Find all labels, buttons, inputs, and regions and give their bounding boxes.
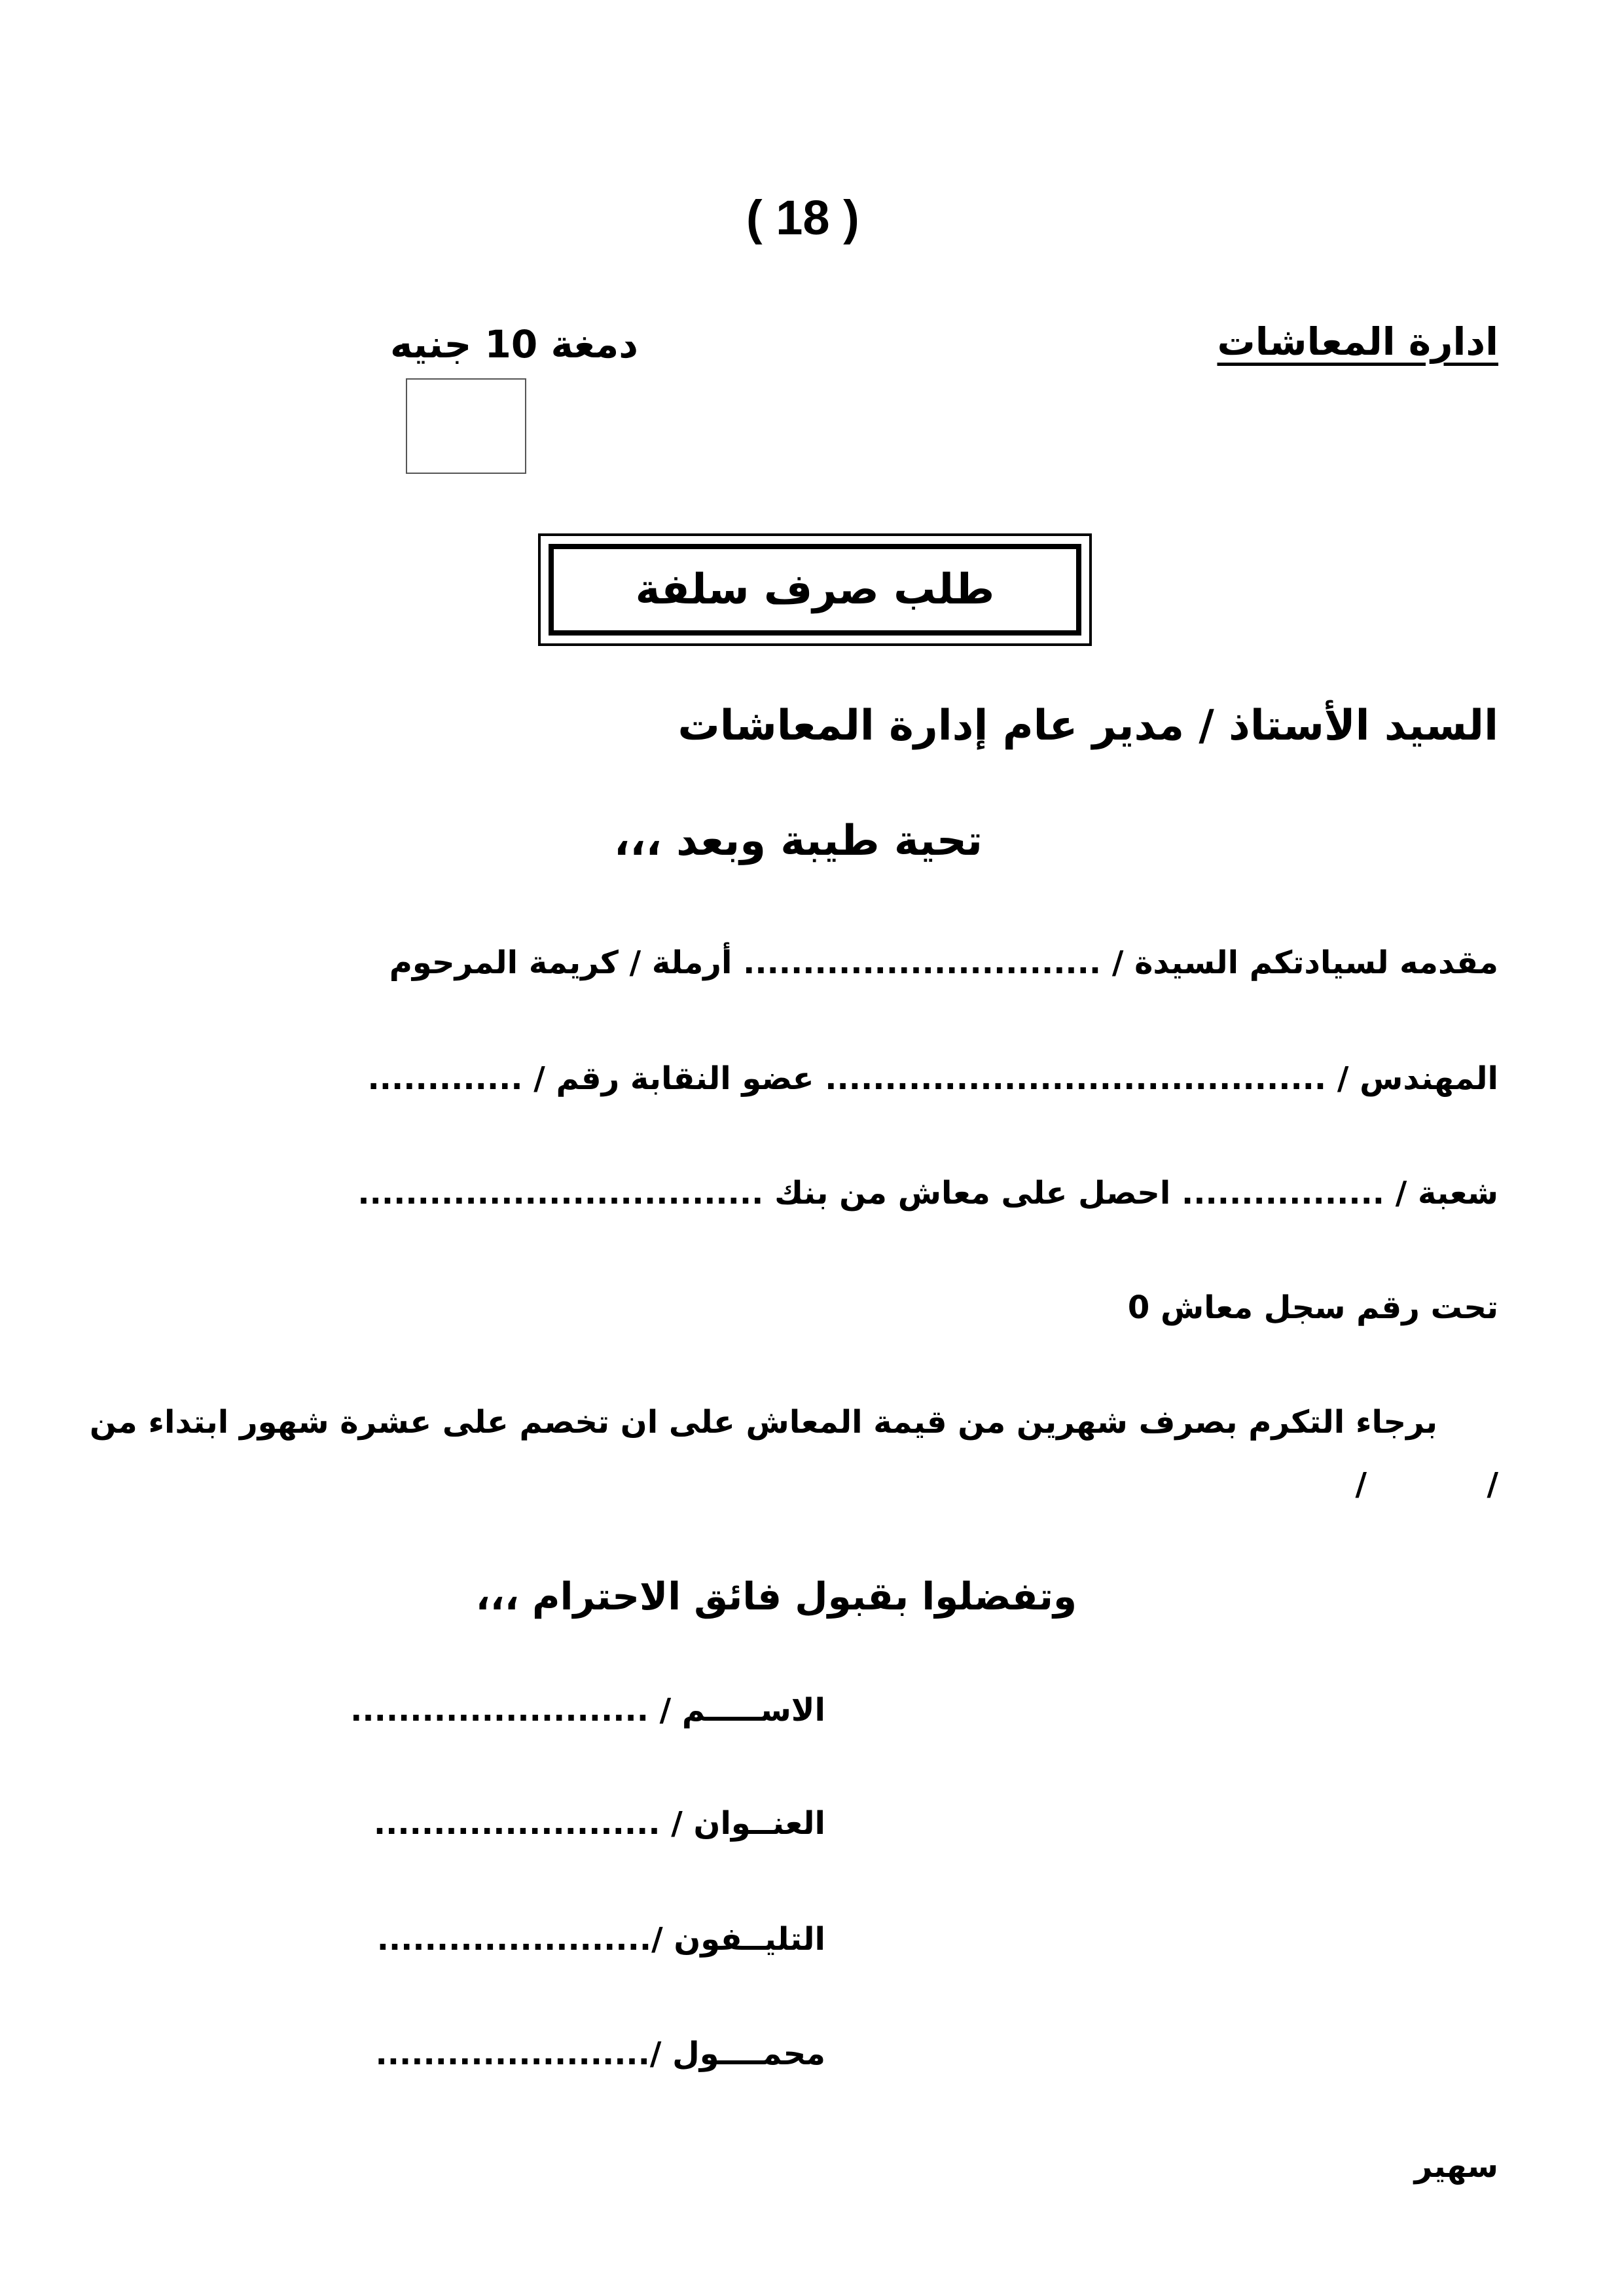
date-slash: / [1355,1466,1367,1503]
closing-phrase: وتفضلوا بقبول فائق الاحترام ،،، [475,1574,1077,1619]
greeting: تحية طيبة وبعد ،،، [613,817,983,865]
signature-address: العنــوان / ........................ [373,1805,825,1842]
recipient: السيد الأستاذ / مدير عام إدارة المعاشات [677,702,1498,750]
date-slashes [1356,1466,1499,1503]
stamp-label: دمغة 10 جنيه [390,322,639,367]
footer-name: سهير [1414,2148,1498,2185]
pension-record-line: تحت رقم سجل معاش 0 [1127,1289,1498,1326]
applicant-line: مقدمه لسيادتكم السيدة / .............................. أرملة / كريمة المرحوم [389,944,1498,981]
date-slash: / [1487,1466,1498,1503]
stamp-box [406,378,526,474]
signature-phone: التليــفون /....................... [376,1921,825,1958]
signature-name: الاســـــم / ......................... [350,1692,825,1729]
branch-line: شعبة / ................. احصل على معاش من بنك .................................. [357,1175,1498,1211]
engineer-line: المهندس / .......................................... عضو النقابة رقم / ............. [367,1060,1498,1097]
request-paragraph: برجاء التكرم بصرف شهرين من قيمة المعاش على ان تخصم على عشرة شهور ابتداء من [89,1404,1437,1441]
signature-mobile: محمــــول /....................... [375,2036,825,2072]
department-heading: ادارة المعاشات [1217,319,1498,364]
document-title: طلب صرف سلفة [635,565,995,614]
title-inner-border [549,544,1081,636]
form-number: ( 18 ) [746,190,859,245]
title-frame [538,533,1092,646]
